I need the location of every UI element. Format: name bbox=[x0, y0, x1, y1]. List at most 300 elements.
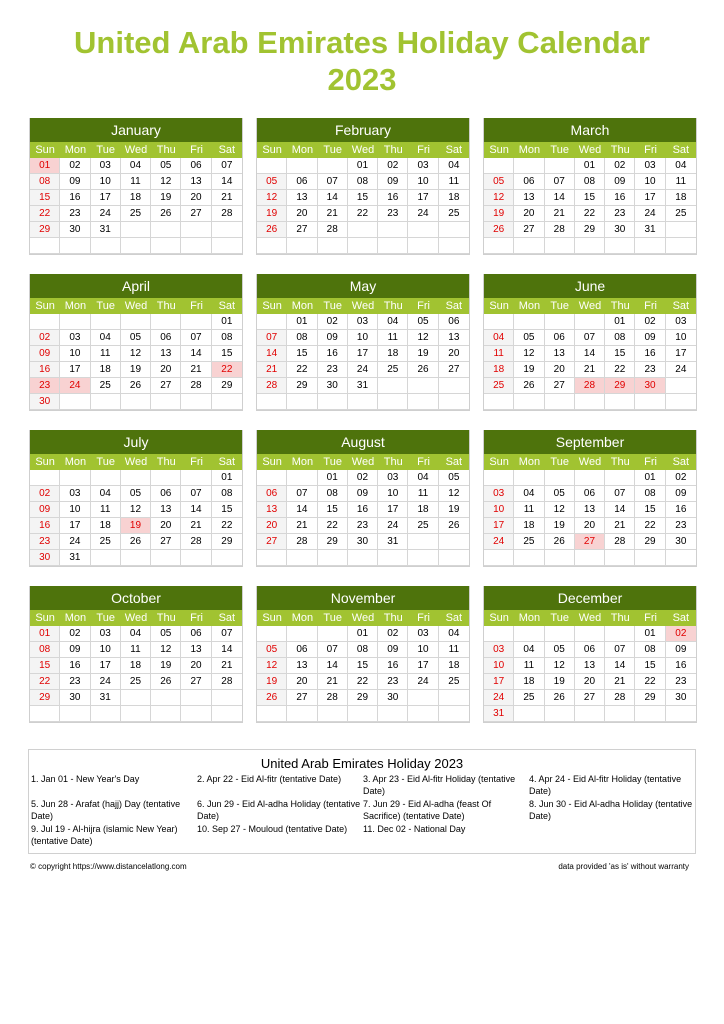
weekday-header: Fri bbox=[181, 610, 211, 626]
empty-cell bbox=[439, 222, 469, 238]
day-cell: 21 bbox=[287, 518, 317, 534]
day-cell: 20 bbox=[181, 658, 211, 674]
day-cell: 23 bbox=[378, 674, 408, 690]
empty-cell bbox=[287, 470, 317, 486]
empty-cell bbox=[514, 706, 544, 722]
day-cell: 07 bbox=[605, 642, 635, 658]
empty-cell bbox=[408, 550, 438, 566]
weekday-header: Fri bbox=[635, 142, 665, 158]
day-cell: 23 bbox=[666, 674, 696, 690]
day-cell: 19 bbox=[439, 502, 469, 518]
day-cell: 17 bbox=[408, 658, 438, 674]
empty-cell bbox=[212, 394, 242, 410]
day-cell: 04 bbox=[121, 158, 151, 174]
empty-cell bbox=[91, 470, 121, 486]
day-cell: 08 bbox=[348, 174, 378, 190]
day-cell: 13 bbox=[545, 346, 575, 362]
day-cell: 25 bbox=[439, 206, 469, 222]
day-cell: 29 bbox=[30, 690, 60, 706]
day-cell: 08 bbox=[318, 486, 348, 502]
day-cell: 27 bbox=[151, 378, 181, 394]
empty-cell bbox=[439, 238, 469, 254]
empty-cell bbox=[348, 394, 378, 410]
page-title bbox=[0, 24, 724, 98]
day-cell: 27 bbox=[181, 206, 211, 222]
day-cell: 15 bbox=[348, 190, 378, 206]
day-cell: 13 bbox=[287, 658, 317, 674]
day-cell: 27 bbox=[287, 690, 317, 706]
day-cell: 16 bbox=[666, 502, 696, 518]
empty-cell bbox=[514, 238, 544, 254]
weekday-header: Sat bbox=[439, 454, 469, 470]
day-cell: 14 bbox=[605, 502, 635, 518]
day-cell: 05 bbox=[545, 486, 575, 502]
weekday-header: Sun bbox=[30, 142, 60, 158]
weekday-header: Fri bbox=[635, 298, 665, 314]
weekday-header: Wed bbox=[575, 298, 605, 314]
day-cell: 16 bbox=[30, 362, 60, 378]
empty-cell bbox=[514, 550, 544, 566]
empty-cell bbox=[439, 378, 469, 394]
empty-cell bbox=[514, 158, 544, 174]
month-name: February bbox=[257, 118, 469, 142]
empty-cell bbox=[287, 238, 317, 254]
empty-cell bbox=[181, 550, 211, 566]
day-cell: 30 bbox=[318, 378, 348, 394]
weekday-header: Tue bbox=[545, 610, 575, 626]
day-cell: 24 bbox=[666, 362, 696, 378]
empty-cell bbox=[545, 238, 575, 254]
day-cell: 28 bbox=[181, 378, 211, 394]
empty-cell bbox=[605, 470, 635, 486]
weekday-header: Wed bbox=[121, 454, 151, 470]
empty-cell bbox=[378, 222, 408, 238]
day-cell: 26 bbox=[257, 222, 287, 238]
day-cell: 02 bbox=[378, 626, 408, 642]
empty-cell bbox=[121, 550, 151, 566]
day-cell: 04 bbox=[439, 626, 469, 642]
day-cell: 04 bbox=[666, 158, 696, 174]
empty-cell bbox=[514, 394, 544, 410]
day-cell: 13 bbox=[257, 502, 287, 518]
day-cell: 15 bbox=[575, 190, 605, 206]
day-cell: 07 bbox=[287, 486, 317, 502]
day-cell: 14 bbox=[318, 190, 348, 206]
month-name: June bbox=[484, 274, 696, 298]
empty-cell bbox=[514, 314, 544, 330]
day-cell: 29 bbox=[287, 378, 317, 394]
day-cell: 08 bbox=[635, 642, 665, 658]
day-cell: 14 bbox=[318, 658, 348, 674]
month-november bbox=[256, 586, 470, 723]
day-cell: 16 bbox=[348, 502, 378, 518]
day-cell: 29 bbox=[348, 690, 378, 706]
empty-cell bbox=[181, 394, 211, 410]
day-cell: 06 bbox=[287, 642, 317, 658]
empty-cell bbox=[484, 470, 514, 486]
empty-cell bbox=[287, 626, 317, 642]
day-cell: 19 bbox=[121, 362, 151, 378]
day-cell: 21 bbox=[212, 190, 242, 206]
day-cell: 10 bbox=[635, 174, 665, 190]
empty-cell bbox=[605, 394, 635, 410]
empty-cell bbox=[408, 222, 438, 238]
day-cell: 21 bbox=[318, 206, 348, 222]
day-cell: 18 bbox=[484, 362, 514, 378]
day-cell: 05 bbox=[151, 158, 181, 174]
day-cell: 15 bbox=[635, 658, 665, 674]
day-cell: 05 bbox=[484, 174, 514, 190]
weekday-header: Mon bbox=[514, 454, 544, 470]
day-cell: 11 bbox=[121, 174, 151, 190]
month-name: August bbox=[257, 430, 469, 454]
day-cell: 26 bbox=[514, 378, 544, 394]
day-cell: 31 bbox=[484, 706, 514, 722]
empty-cell bbox=[287, 550, 317, 566]
empty-cell bbox=[545, 394, 575, 410]
empty-cell bbox=[575, 470, 605, 486]
weekday-header: Sun bbox=[30, 298, 60, 314]
day-cell: 19 bbox=[151, 658, 181, 674]
day-cell: 22 bbox=[575, 206, 605, 222]
day-cell: 05 bbox=[408, 314, 438, 330]
empty-cell bbox=[666, 378, 696, 394]
day-cell: 09 bbox=[318, 330, 348, 346]
day-cell: 20 bbox=[181, 190, 211, 206]
month-grid bbox=[257, 454, 469, 566]
day-cell: 25 bbox=[91, 534, 121, 550]
day-cell: 04 bbox=[91, 330, 121, 346]
day-cell: 01 bbox=[287, 314, 317, 330]
day-cell: 26 bbox=[151, 674, 181, 690]
day-cell: 27 bbox=[575, 534, 605, 550]
day-cell: 18 bbox=[121, 658, 151, 674]
day-cell: 11 bbox=[439, 642, 469, 658]
empty-cell bbox=[605, 238, 635, 254]
day-cell: 06 bbox=[181, 158, 211, 174]
day-cell: 06 bbox=[151, 486, 181, 502]
empty-cell bbox=[318, 550, 348, 566]
weekday-header: Mon bbox=[514, 142, 544, 158]
weekday-header: Mon bbox=[287, 142, 317, 158]
day-cell: 25 bbox=[121, 206, 151, 222]
day-cell: 26 bbox=[121, 534, 151, 550]
weekday-header: Tue bbox=[545, 298, 575, 314]
empty-cell bbox=[439, 394, 469, 410]
day-cell: 27 bbox=[257, 534, 287, 550]
day-cell: 09 bbox=[635, 330, 665, 346]
empty-cell bbox=[212, 550, 242, 566]
day-cell: 10 bbox=[484, 658, 514, 674]
day-cell: 31 bbox=[91, 222, 121, 238]
empty-cell bbox=[408, 534, 438, 550]
day-cell: 11 bbox=[91, 346, 121, 362]
empty-cell bbox=[666, 706, 696, 722]
day-cell: 15 bbox=[212, 502, 242, 518]
day-cell: 07 bbox=[575, 330, 605, 346]
day-cell: 22 bbox=[212, 518, 242, 534]
empty-cell bbox=[484, 394, 514, 410]
empty-cell bbox=[635, 238, 665, 254]
weekday-header: Thu bbox=[605, 142, 635, 158]
day-cell: 27 bbox=[287, 222, 317, 238]
day-cell: 29 bbox=[212, 534, 242, 550]
day-cell: 22 bbox=[635, 518, 665, 534]
day-cell: 30 bbox=[348, 534, 378, 550]
empty-cell bbox=[575, 706, 605, 722]
empty-cell bbox=[30, 706, 60, 722]
weekday-header: Sat bbox=[439, 610, 469, 626]
weekday-header: Sat bbox=[439, 298, 469, 314]
day-cell: 01 bbox=[212, 314, 242, 330]
day-cell: 20 bbox=[151, 518, 181, 534]
day-cell: 08 bbox=[287, 330, 317, 346]
day-cell: 16 bbox=[318, 346, 348, 362]
month-april bbox=[29, 274, 243, 411]
day-cell: 20 bbox=[287, 674, 317, 690]
day-cell: 09 bbox=[60, 642, 90, 658]
weekday-header: Tue bbox=[91, 298, 121, 314]
day-cell: 15 bbox=[212, 346, 242, 362]
month-december bbox=[483, 586, 697, 723]
day-cell: 02 bbox=[378, 158, 408, 174]
day-cell: 30 bbox=[666, 534, 696, 550]
day-cell: 24 bbox=[60, 534, 90, 550]
day-cell: 13 bbox=[514, 190, 544, 206]
empty-cell bbox=[635, 550, 665, 566]
weekday-header: Fri bbox=[635, 610, 665, 626]
legend-item: 11. Dec 02 - National Day bbox=[363, 824, 466, 834]
weekday-header: Thu bbox=[151, 454, 181, 470]
month-august bbox=[256, 430, 470, 567]
day-cell: 03 bbox=[348, 314, 378, 330]
weekday-header: Mon bbox=[287, 610, 317, 626]
day-cell: 01 bbox=[635, 470, 665, 486]
day-cell: 22 bbox=[212, 362, 242, 378]
weekday-header: Wed bbox=[121, 610, 151, 626]
day-cell: 20 bbox=[287, 206, 317, 222]
day-cell: 06 bbox=[575, 486, 605, 502]
day-cell: 04 bbox=[121, 626, 151, 642]
weekday-header: Wed bbox=[121, 298, 151, 314]
weekday-header: Mon bbox=[514, 610, 544, 626]
empty-cell bbox=[666, 550, 696, 566]
day-cell: 18 bbox=[439, 658, 469, 674]
day-cell: 10 bbox=[91, 174, 121, 190]
empty-cell bbox=[318, 394, 348, 410]
month-name: May bbox=[257, 274, 469, 298]
empty-cell bbox=[91, 314, 121, 330]
empty-cell bbox=[318, 706, 348, 722]
day-cell: 12 bbox=[484, 190, 514, 206]
day-cell: 21 bbox=[545, 206, 575, 222]
day-cell: 24 bbox=[60, 378, 90, 394]
day-cell: 09 bbox=[666, 486, 696, 502]
empty-cell bbox=[151, 706, 181, 722]
day-cell: 20 bbox=[514, 206, 544, 222]
legend-item: 5. Jun 28 - Arafat (hajj) Day (tentative Date) bbox=[31, 799, 181, 821]
day-cell: 28 bbox=[212, 206, 242, 222]
weekday-header: Thu bbox=[605, 454, 635, 470]
weekday-header: Fri bbox=[635, 454, 665, 470]
day-cell: 21 bbox=[212, 658, 242, 674]
empty-cell bbox=[545, 550, 575, 566]
day-cell: 04 bbox=[484, 330, 514, 346]
day-cell: 20 bbox=[151, 362, 181, 378]
day-cell: 28 bbox=[605, 534, 635, 550]
empty-cell bbox=[605, 550, 635, 566]
day-cell: 15 bbox=[348, 658, 378, 674]
day-cell: 14 bbox=[181, 502, 211, 518]
weekday-header: Sun bbox=[484, 142, 514, 158]
day-cell: 31 bbox=[635, 222, 665, 238]
day-cell: 04 bbox=[378, 314, 408, 330]
empty-cell bbox=[287, 394, 317, 410]
day-cell: 28 bbox=[545, 222, 575, 238]
day-cell: 24 bbox=[348, 362, 378, 378]
empty-cell bbox=[257, 314, 287, 330]
month-name: January bbox=[30, 118, 242, 142]
empty-cell bbox=[666, 238, 696, 254]
day-cell: 11 bbox=[91, 502, 121, 518]
day-cell: 07 bbox=[181, 486, 211, 502]
day-cell: 16 bbox=[635, 346, 665, 362]
empty-cell bbox=[575, 550, 605, 566]
day-cell: 10 bbox=[60, 346, 90, 362]
day-cell: 05 bbox=[121, 330, 151, 346]
day-cell: 19 bbox=[257, 674, 287, 690]
empty-cell bbox=[408, 690, 438, 706]
empty-cell bbox=[378, 394, 408, 410]
day-cell: 02 bbox=[30, 330, 60, 346]
day-cell: 17 bbox=[91, 658, 121, 674]
day-cell: 29 bbox=[635, 534, 665, 550]
day-cell: 24 bbox=[484, 534, 514, 550]
empty-cell bbox=[408, 238, 438, 254]
empty-cell bbox=[575, 238, 605, 254]
day-cell: 29 bbox=[30, 222, 60, 238]
legend-title: United Arab Emirates Holiday 2023 bbox=[260, 756, 464, 771]
empty-cell bbox=[212, 706, 242, 722]
day-cell: 07 bbox=[318, 174, 348, 190]
day-cell: 10 bbox=[408, 642, 438, 658]
empty-cell bbox=[181, 314, 211, 330]
empty-cell bbox=[121, 690, 151, 706]
weekday-header: Sat bbox=[212, 454, 242, 470]
day-cell: 23 bbox=[30, 534, 60, 550]
day-cell: 02 bbox=[348, 470, 378, 486]
weekday-header: Thu bbox=[151, 142, 181, 158]
empty-cell bbox=[666, 222, 696, 238]
day-cell: 29 bbox=[318, 534, 348, 550]
copyright-text: © copyright https://www.distancelatlong.com bbox=[30, 862, 187, 871]
weekday-header: Mon bbox=[60, 454, 90, 470]
weekday-header: Sat bbox=[212, 298, 242, 314]
day-cell: 11 bbox=[408, 486, 438, 502]
weekday-header: Sat bbox=[666, 142, 696, 158]
empty-cell bbox=[605, 706, 635, 722]
day-cell: 18 bbox=[439, 190, 469, 206]
day-cell: 16 bbox=[605, 190, 635, 206]
day-cell: 21 bbox=[605, 674, 635, 690]
day-cell: 21 bbox=[181, 518, 211, 534]
empty-cell bbox=[151, 394, 181, 410]
empty-cell bbox=[121, 470, 151, 486]
weekday-header: Mon bbox=[60, 142, 90, 158]
day-cell: 23 bbox=[30, 378, 60, 394]
title-line-1: United Arab Emirates Holiday Calendar bbox=[74, 25, 650, 60]
day-cell: 11 bbox=[514, 658, 544, 674]
holiday-legend bbox=[28, 749, 696, 854]
empty-cell bbox=[212, 690, 242, 706]
day-cell: 09 bbox=[378, 174, 408, 190]
day-cell: 26 bbox=[545, 534, 575, 550]
month-name: September bbox=[484, 430, 696, 454]
day-cell: 02 bbox=[605, 158, 635, 174]
weekday-header: Sun bbox=[257, 454, 287, 470]
day-cell: 01 bbox=[318, 470, 348, 486]
empty-cell bbox=[484, 626, 514, 642]
day-cell: 14 bbox=[212, 642, 242, 658]
day-cell: 25 bbox=[121, 674, 151, 690]
day-cell: 06 bbox=[439, 314, 469, 330]
day-cell: 25 bbox=[514, 690, 544, 706]
weekday-header: Sun bbox=[257, 298, 287, 314]
day-cell: 01 bbox=[30, 626, 60, 642]
day-cell: 01 bbox=[635, 626, 665, 642]
month-grid bbox=[257, 142, 469, 254]
day-cell: 20 bbox=[545, 362, 575, 378]
day-cell: 24 bbox=[635, 206, 665, 222]
empty-cell bbox=[545, 158, 575, 174]
empty-cell bbox=[151, 222, 181, 238]
day-cell: 07 bbox=[257, 330, 287, 346]
day-cell: 21 bbox=[181, 362, 211, 378]
day-cell: 13 bbox=[575, 658, 605, 674]
day-cell: 02 bbox=[666, 626, 696, 642]
day-cell: 09 bbox=[348, 486, 378, 502]
day-cell: 31 bbox=[91, 690, 121, 706]
day-cell: 19 bbox=[408, 346, 438, 362]
month-name: March bbox=[484, 118, 696, 142]
day-cell: 03 bbox=[666, 314, 696, 330]
day-cell: 18 bbox=[121, 190, 151, 206]
day-cell: 06 bbox=[514, 174, 544, 190]
day-cell: 17 bbox=[635, 190, 665, 206]
day-cell: 27 bbox=[151, 534, 181, 550]
day-cell: 19 bbox=[545, 674, 575, 690]
day-cell: 21 bbox=[575, 362, 605, 378]
day-cell: 17 bbox=[484, 518, 514, 534]
day-cell: 13 bbox=[575, 502, 605, 518]
day-cell: 23 bbox=[60, 674, 90, 690]
day-cell: 07 bbox=[605, 486, 635, 502]
day-cell: 09 bbox=[30, 346, 60, 362]
empty-cell bbox=[575, 394, 605, 410]
month-name: November bbox=[257, 586, 469, 610]
day-cell: 12 bbox=[545, 502, 575, 518]
day-cell: 22 bbox=[287, 362, 317, 378]
day-cell: 12 bbox=[257, 190, 287, 206]
weekday-header: Tue bbox=[318, 454, 348, 470]
empty-cell bbox=[545, 706, 575, 722]
empty-cell bbox=[378, 238, 408, 254]
empty-cell bbox=[408, 394, 438, 410]
empty-cell bbox=[151, 470, 181, 486]
day-cell: 31 bbox=[348, 378, 378, 394]
day-cell: 23 bbox=[318, 362, 348, 378]
day-cell: 23 bbox=[635, 362, 665, 378]
